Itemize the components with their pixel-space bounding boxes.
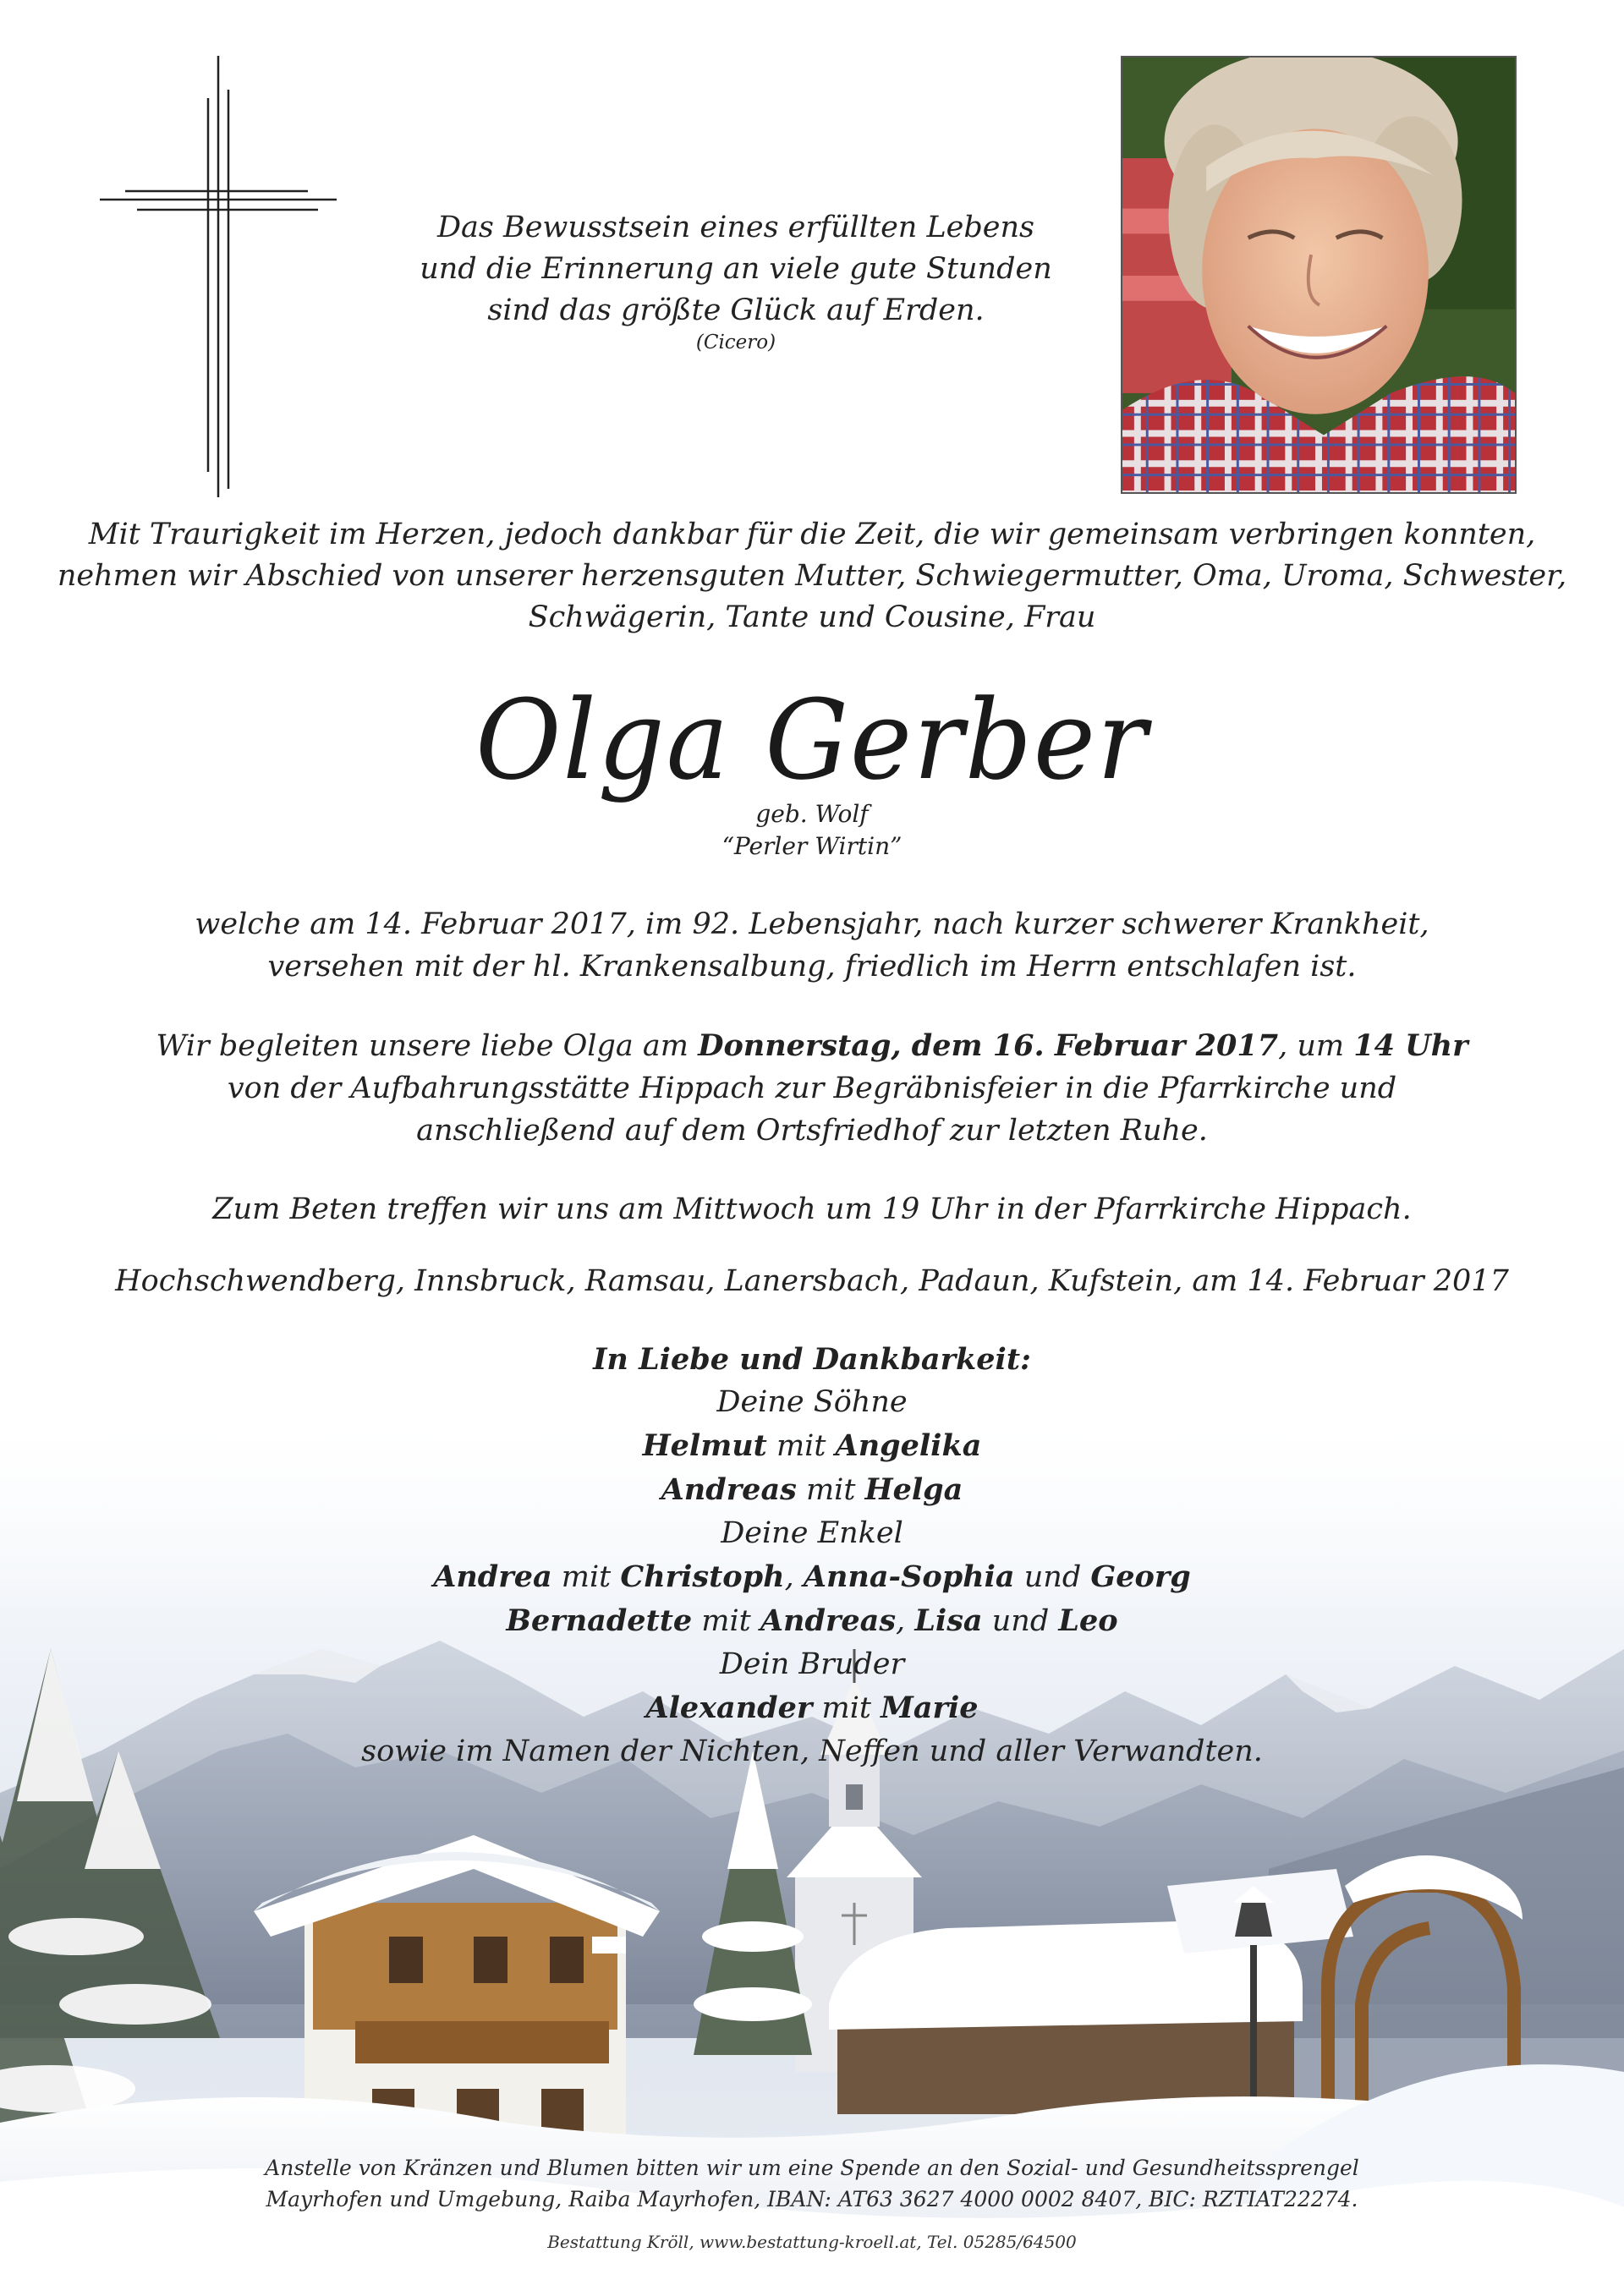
funeral-line-3: anschließend auf dem Ortsfriedhof zur letzten Ruhe. — [416, 1114, 1208, 1148]
prayer-notice: Zum Beten treffen wir uns am Mittwoch um 19 Uhr in der Pfarrkirche Hippach. — [212, 1192, 1412, 1226]
family-member: Angelika — [835, 1428, 982, 1463]
funeral-date: Donnerstag, dem 16. Februar 2017 — [698, 1028, 1279, 1063]
family-connector: mit — [796, 1473, 865, 1507]
family-member: Marie — [881, 1690, 979, 1725]
cross-icon — [100, 56, 337, 497]
family-member: Anna-Sophia — [803, 1559, 1015, 1594]
family-member: Andrea — [433, 1559, 552, 1594]
funeral-text: , um — [1278, 1029, 1354, 1063]
family-connector: , — [896, 1604, 915, 1638]
family-connector: und — [982, 1604, 1059, 1638]
grandchildren-label: Deine Enkel — [721, 1516, 903, 1550]
quote-line: sind das größte Glück auf Erden. — [487, 293, 985, 327]
family-member: Bernadette — [506, 1603, 693, 1638]
family-member: Lisa — [914, 1603, 983, 1638]
birth-name: geb. Wolf — [755, 800, 869, 828]
family-connector: mit — [692, 1604, 760, 1638]
family-connector: , — [784, 1560, 804, 1594]
funeral-text: Wir begleiten unsere liebe Olga am — [156, 1029, 699, 1063]
family-connector: mit — [812, 1691, 881, 1725]
donation-note — [51, 2152, 1573, 2215]
brother-label: Dein Bruder — [719, 1647, 905, 1681]
funeral-line-1 — [51, 1025, 1573, 1067]
nickname: “Perler Wirtin” — [721, 832, 903, 860]
funeral-time: 14 Uhr — [1353, 1028, 1468, 1063]
funeral-home-credit: Bestattung Kröll, www.bestattung-kroell.at, Tel. 05285/64500 — [547, 2232, 1077, 2252]
family-member: Christoph — [620, 1559, 785, 1594]
family-row — [51, 1686, 1573, 1730]
donation-line: Mayrhofen und Umgebung, Raiba Mayrhofen, IBAN: AT63 3627 4000 0002 8407, BIC: RZTIAT22274. — [266, 2187, 1358, 2211]
family-row — [51, 1555, 1573, 1599]
quote-author: (Cicero) — [695, 332, 776, 353]
quote-line: und die Erinnerung an viele gute Stunden — [420, 252, 1052, 286]
quote-line: Das Bewusstsein eines erfüllten Lebens — [436, 211, 1035, 244]
family-member: Helga — [864, 1472, 963, 1507]
intro-line: nehmen wir Abschied von unserer herzensguten Mutter, Schwiegermutter, Oma, Uroma, Schwester, — [57, 559, 1567, 593]
death-line: welche am 14. Februar 2017, im 92. Lebensjahr, nach kurzer schwerer Krankheit, — [195, 907, 1429, 941]
family-connector: und — [1014, 1560, 1091, 1594]
family-row — [51, 1599, 1573, 1643]
deceased-name: Olga Gerber — [475, 676, 1149, 804]
funeral-details — [51, 1025, 1573, 1152]
family-member: Georg — [1090, 1559, 1191, 1594]
birth-name-block — [51, 798, 1573, 863]
family-connector: mit — [766, 1429, 836, 1463]
donation-line: Anstelle von Kränzen und Blumen bitten wir um eine Spende an den Sozial- und Gesundheitssprengel — [265, 2156, 1359, 2180]
family-member: Andreas — [661, 1472, 797, 1507]
family-closing: sowie im Namen der Nichten, Neffen und aller Verwandten. — [361, 1734, 1263, 1768]
portrait-photo — [1121, 56, 1517, 494]
family-heading: In Liebe und Dankbarkeit: — [593, 1342, 1031, 1377]
funeral-line-2: von der Aufbahrungsstätte Hippach zur Begräbnisfeier in die Pfarrkirche und — [227, 1071, 1397, 1105]
places-date: Hochschwendberg, Innsbruck, Ramsau, Lanersbach, Padaun, Kufstein, am 14. Februar 2017 — [115, 1264, 1509, 1298]
family-row — [51, 1424, 1573, 1468]
family-member: Andreas — [760, 1603, 897, 1638]
intro-text — [51, 514, 1573, 638]
intro-line: Mit Traurigkeit im Herzen, jedoch dankbar für die Zeit, die wir gemeinsam verbringen konnten, — [88, 518, 1536, 551]
family-member: Helmut — [642, 1428, 767, 1463]
family-connector: mit — [551, 1560, 621, 1594]
memorial-quote — [398, 207, 1074, 355]
family-member: Leo — [1058, 1603, 1118, 1638]
sons-label: Deine Söhne — [716, 1385, 908, 1419]
family-list — [51, 1338, 1573, 1773]
family-member: Alexander — [645, 1690, 813, 1725]
death-line: versehen mit der hl. Krankensalbung, friedlich im Herrn entschlafen ist. — [267, 950, 1357, 984]
death-notice — [51, 903, 1573, 988]
family-row — [51, 1468, 1573, 1512]
intro-line: Schwägerin, Tante und Cousine, Frau — [528, 600, 1096, 634]
